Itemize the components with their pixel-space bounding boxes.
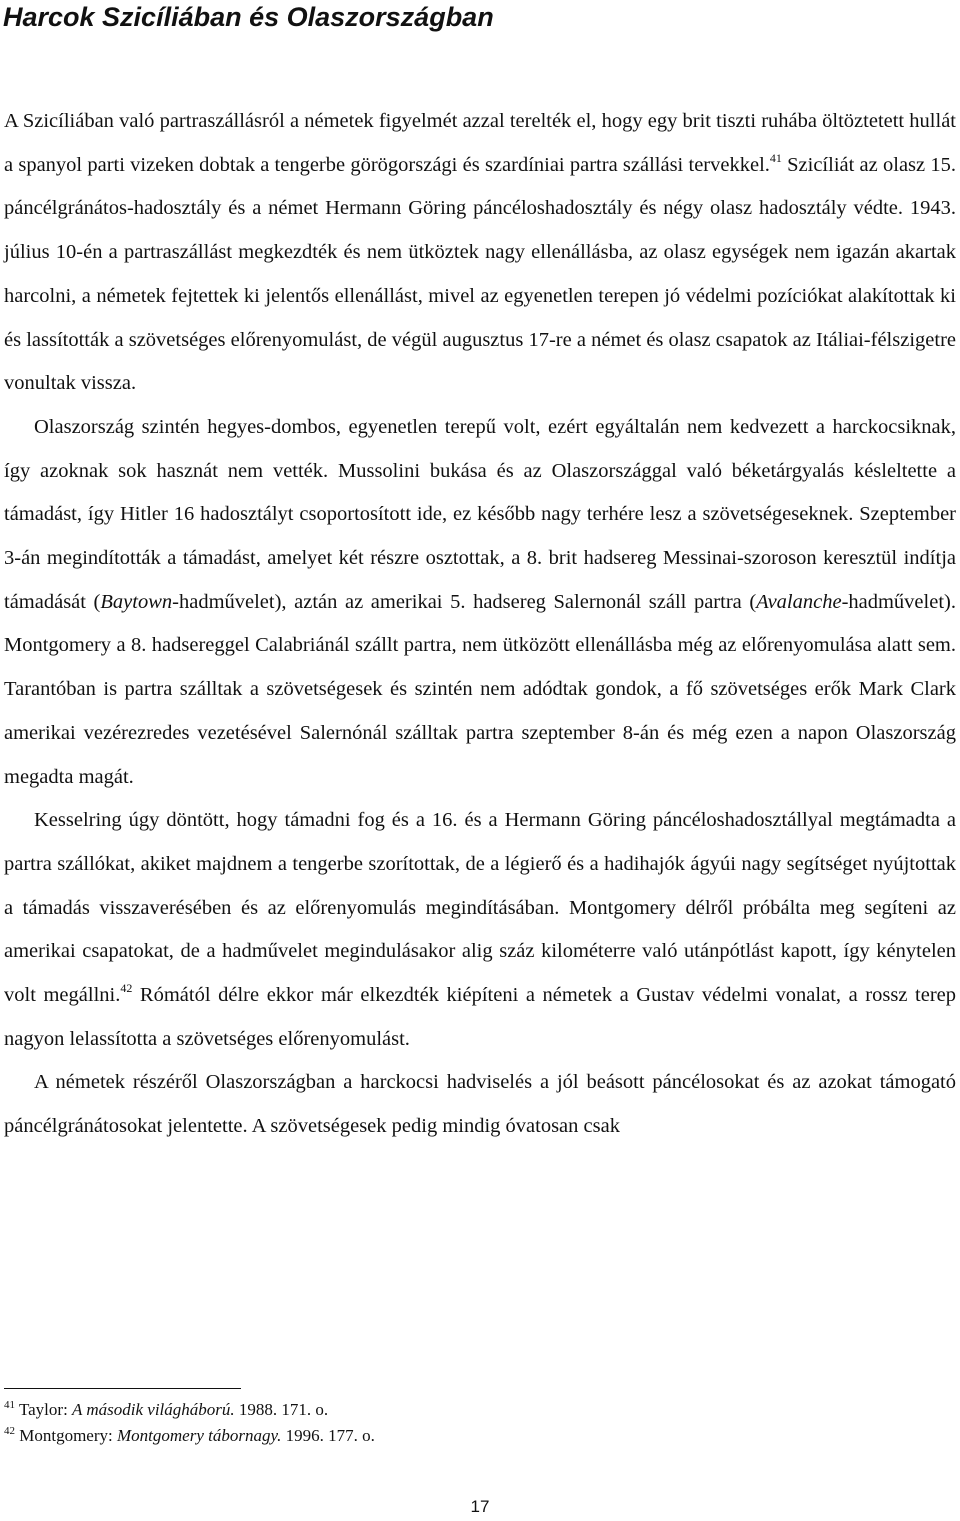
footnote-ref-41[interactable]: 41 [769, 150, 782, 165]
paragraph-1-text-a: A Szicíliában való partraszállásról a németek figyelmét azzal terelték el, hogy egy brit tiszti ruhába öltöztetett hullát a spanyol parti vizeken dobtak a tengerbe görögországi és szardíniai partra szállási tervekkel. [4, 110, 956, 176]
footnote-number: 42 [4, 1425, 15, 1437]
footnotes [4, 1397, 956, 1449]
footnote-author: Taylor: [15, 1400, 73, 1419]
page-number: 17 [470, 1497, 490, 1516]
operation-name-avalanche: Avalanche [756, 590, 842, 613]
paragraph-2-text-c: -hadművelet). Montgomery a 8. hadsereggel Calabriánál szállt partra, nem ütközött ellenállásba még az előrenyomulása alatt sem. Tarantóban is partra szálltak a szövetségesek és szintén nem adódtak gondok, a fő szövetséges erők Mark Clark amerikai vezérezredes vezetésével Salernónál szálltak partra szeptember 8-án és még ezen a napon Olaszország megadta magát. [4, 590, 956, 788]
paragraph-4-text: A németek részéről Olaszországban a harckocsi hadviselés a jól beásott páncélosokat és az azokat támogató páncélgránátosokat jelentette. A szövetségesek pedig mindig óvatosan csak [4, 1071, 956, 1138]
page-heading: Harcok Szicíliában és Olaszországban [3, 2, 494, 32]
footnote-ref-42[interactable]: 42 [120, 981, 133, 996]
footnote-title: A második világháború. [72, 1400, 235, 1419]
paragraph-1 [4, 100, 956, 406]
paragraph-2-text-b: -hadművelet), aztán az amerikai 5. hadsereg Salernonál száll partra ( [172, 590, 757, 613]
paragraph-1-text-b: Szicíliát az olasz 15. páncélgránátos-hadosztály és a német Hermann Göring páncéloshadosztály és négy olasz hadosztály védte. 1943. július 10-én a partraszállást megkezdték és nem ütköztek nagy ellenállásba, az olasz egységek nem igazán akartak harcolni, a németek fejtettek ki jelentős ellenállást, mivel az egyenetlen terepen jó védelmi pozíciókat alakítottak ki és lassították a szövetséges előrenyomulást, de végül augusztus 17-re a német és olasz csapatok az Itáliai-félszigetre vonultak vissza. [4, 153, 956, 395]
footnote-42 [4, 1423, 956, 1449]
footnote-title: Montgomery tábornagy. [117, 1426, 282, 1445]
body-text [4, 100, 956, 1149]
footnote-author: Montgomery: [15, 1426, 117, 1445]
footnote-number: 41 [4, 1399, 15, 1411]
footnote-details: 1996. 177. o. [281, 1426, 375, 1445]
paragraph-3-text-b: Rómától délre ekkor már elkezdték kiépíteni a németek a Gustav védelmi vonalat, a rossz terep nagyon lelassította a szövetséges előrenyomulást. [4, 984, 956, 1050]
paragraph-3-text-a: Kesselring úgy döntött, hogy támadni fog és a 16. és a Hermann Göring páncéloshadosztállyal megtámadta a partra szállókat, akiket majdnem a tengerbe szorítottak, de a légierő és a hadihajók ágyúi nagy segítséget nyújtottak a támadás visszaverésében és az előrenyomulás megindításában. Montgomery délről próbálta meg segíteni az amerikai csapatokat, de a hadművelet megindulásakor alig száz kilométerre való utánpótlást kapott, így kénytelen volt megállni. [4, 809, 956, 1007]
paragraph-3 [4, 799, 956, 1061]
footnote-41 [4, 1397, 956, 1423]
paragraph-2 [4, 406, 956, 799]
operation-name-baytown: Baytown [100, 590, 173, 613]
footnote-separator [4, 1388, 241, 1389]
footnote-details: 1988. 171. o. [234, 1400, 329, 1419]
paragraph-2-text-a: Olaszország szintén hegyes-dombos, egyenetlen terepű volt, ezért egyáltalán nem kedvezett a harckocsiknak, így azoknak sok hasznát nem vették. Mussolini bukása és az Olaszországgal való béketárgyalás késleltette a támadást, így Hitler 16 hadosztályt csoportosított ide, ez később nagy terhére lesz a szövetségeseknek. Szeptember 3-án megindították a támadást, amelyet két részre osztottak, a 8. brit hadsereg Messinai-szoroson keresztül indítja támadását ( [4, 415, 956, 613]
paragraph-4 [4, 1061, 956, 1148]
